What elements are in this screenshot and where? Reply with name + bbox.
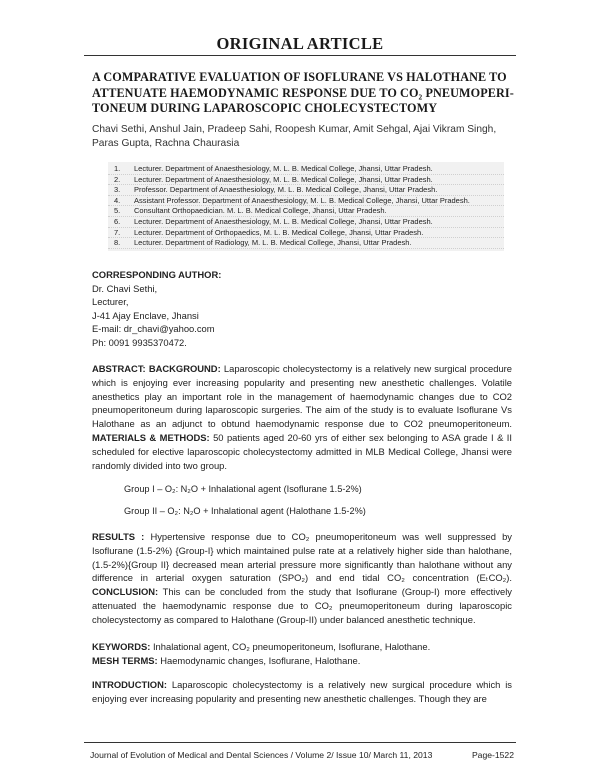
affiliation-text: Lecturer. Department of Anaesthesiology, M. L. B. Medical College, Jhansi, Uttar Pradesh. xyxy=(134,174,433,184)
affiliation-text: Lecturer. Department of Anaesthesiology, M. L. B. Medical College, Jhansi, Uttar Pradesh. xyxy=(134,164,433,173)
conclusion-text: This can be concluded from the study that Isoflurane (Group-I) more effectively attenuated the haemodynamic response due to CO₂ pneumoperitoneum during laparoscopic cholecystectomy as compared to Halothane (Group-II) under balanced anesthetic technique. xyxy=(92,586,512,625)
affiliation-item xyxy=(108,185,504,196)
results-label: RESULTS : xyxy=(92,531,145,542)
article-type-heading: ORIGINAL ARTICLE xyxy=(216,34,384,53)
affiliation-number: 8. xyxy=(114,238,121,248)
author-list: Chavi Sethi, Anshul Jain, Pradeep Sahi, Roopesh Kumar, Amit Sehgal, Ajai Vikram Singh, Paras Gupta, Rachna Chaurasia xyxy=(92,124,497,149)
affiliation-text: Professor. Department of Anaesthesiology, M. L. B. Medical College, Jhansi, Uttar Pradesh. xyxy=(134,185,438,195)
title-line: ATTENUATE HAEMODYNAMIC RESPONSE DUE TO CO₂ PNEUMOPERI- xyxy=(92,85,514,100)
affiliation-text: Assistant Professor. Department of Anaesthesiology, M. L. B. Medical College, Jhansi, Uttar Pradesh. xyxy=(134,195,470,205)
group-two-line: Group II – O₂: N₂O + Inhalational agent (Halothane 1.5-2%) xyxy=(124,506,366,516)
affiliation-number: 1. xyxy=(114,164,121,173)
title-line: TONEUM DURING LAPAROSCOPIC CHOLECYSTECTOMY xyxy=(92,101,438,115)
affiliation-number: 5. xyxy=(114,206,121,216)
page-number: Page-1522 xyxy=(471,750,514,760)
abstract-results xyxy=(92,530,512,627)
affiliation-item xyxy=(108,238,504,249)
affiliation-number: 6. xyxy=(114,216,121,226)
affiliation-item xyxy=(108,228,504,239)
affiliation-text: Consultant Orthopaedician. M. L. B. Medical College, Jhansi, Uttar Pradesh. xyxy=(134,206,387,216)
footer-rule xyxy=(84,742,516,743)
introduction-text: Laparoscopic cholecystectomy is a relatively new surgical procedure which is enjoying ever increasing popularity and presenting new anesthetic challenges. Though they are xyxy=(92,679,512,704)
keywords-label: KEYWORDS: xyxy=(92,641,151,652)
affiliation-text: Lecturer. Department of Radiology, M. L. B. Medical College, Jhansi, Uttar Pradesh. xyxy=(134,238,412,248)
mesh-terms xyxy=(92,654,512,668)
affiliation-text: Lecturer. Department of Orthopaedics, M. L. B. Medical College, Jhansi, Uttar Pradesh. xyxy=(134,227,424,237)
introduction xyxy=(92,678,512,706)
affiliation-number: 3. xyxy=(114,185,121,195)
affiliation-item xyxy=(108,206,504,217)
keywords xyxy=(92,640,512,654)
group-one-line: Group I – O₂: N₂O + Inhalational agent (Isoflurane 1.5-2%) xyxy=(124,484,362,494)
conclusion-label: CONCLUSION: xyxy=(92,586,159,598)
corresponding-phone: Ph: 0091 9935370472. xyxy=(92,336,187,348)
corresponding-line: J-41 Ajay Enclave, Jhansi xyxy=(92,309,199,321)
affiliation-number: 4. xyxy=(114,195,121,205)
keywords-text: Inhalational agent, CO₂ pneumoperitoneum, Isoflurane, Halothane. xyxy=(150,641,431,652)
corresponding-email: E-mail: dr_chavi@yahoo.com xyxy=(92,323,215,335)
corresponding-heading: CORRESPONDING AUTHOR: xyxy=(92,269,222,280)
methods-label: MATERIALS & METHODS: xyxy=(92,431,210,443)
affiliation-number: 2. xyxy=(114,174,121,184)
background-text: Laparoscopic cholecystectomy is a relatively new surgical procedure which is enjoying ever increasing popularity and presenting new anesthetic challenges. Volatile anesthetics play an important role in the management of haemodynamic changes due to CO2 pneumoperitoneum during laparoscopic surgeries. The aim of the study is to evaluate Isoflurane Vs Halothane as an adjunct to obtund haemodynamic response due to CO2 pneumoperitoneum. xyxy=(92,363,512,430)
corresponding-line: Lecturer, xyxy=(92,296,129,308)
abstract-background xyxy=(92,362,512,472)
affiliation-number: 7. xyxy=(114,227,121,237)
header-rule xyxy=(84,55,516,56)
affiliation-item xyxy=(108,175,504,186)
mesh-text: Haemodynamic changes, Isoflurane, Halothane. xyxy=(157,655,361,666)
affiliation-item xyxy=(108,217,504,228)
journal-citation: Journal of Evolution of Medical and Dental Sciences / Volume 2/ Issue 10/ March 11, 2013 xyxy=(90,750,433,760)
paper-title xyxy=(92,70,512,117)
methods-text: 50 patients aged 20-60 yrs of either sex belonging to ASA grade I & II scheduled for elective laparoscopic cholecystectomy admitted in MLB Medical College, Jhansi were randomly divided into two group. xyxy=(92,431,512,471)
mesh-label: MESH TERMS: xyxy=(92,655,158,666)
affiliation-item xyxy=(108,164,504,175)
results-text: Hypertensive response due to CO₂ pneumoperitoneum was well suppressed by Isoflurane (1.5-2%) {Group-I} which maintained pulse rate at a relatively higher side than halothane, (1.5-2%){Group II} decreased mean arterial pressure more significantly than halothane without any difference in arterial oxygen saturation (SPO₂) and end tidal CO₂ concentration (EₜCO₂). xyxy=(92,531,512,584)
affiliation-item xyxy=(108,196,504,207)
corresponding-author xyxy=(92,268,512,350)
corresponding-line: Dr. Chavi Sethi, xyxy=(92,282,158,294)
abstract-label: ABSTRACT: BACKGROUND: xyxy=(92,363,221,374)
affiliations-box xyxy=(108,162,504,251)
introduction-label: INTRODUCTION: xyxy=(92,679,167,690)
title-line: A COMPARATIVE EVALUATION OF ISOFLURANE VS HALOTHANE TO xyxy=(92,70,507,84)
affiliation-text: Lecturer. Department of Anaesthesiology, M. L. B. Medical College, Jhansi, Uttar Pradesh. xyxy=(134,216,433,226)
